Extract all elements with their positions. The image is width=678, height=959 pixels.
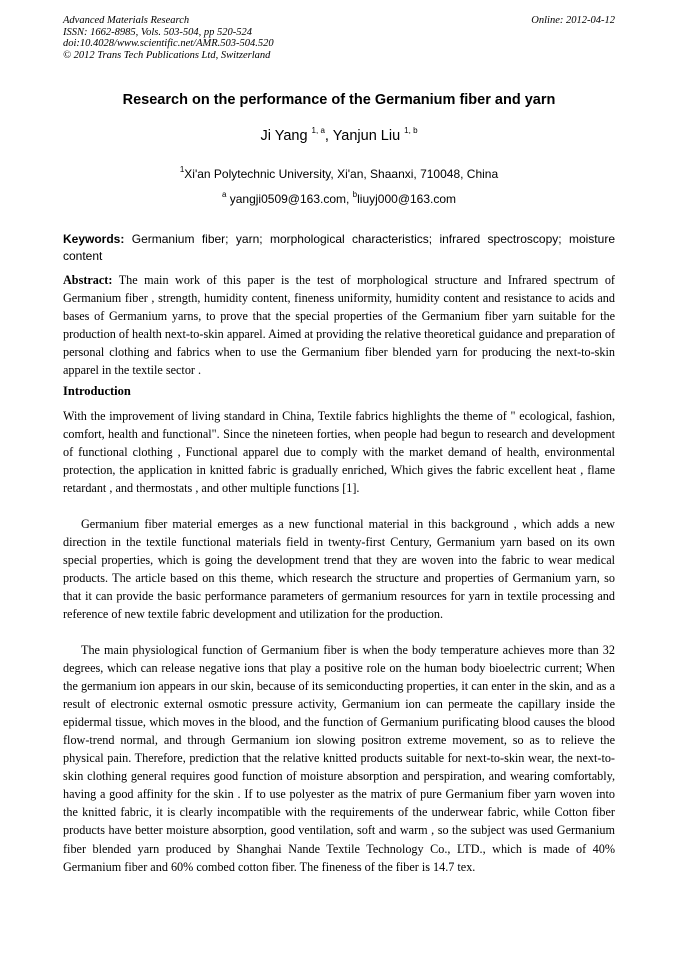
introduction-heading: Introduction bbox=[63, 384, 131, 398]
author-name: Ji Yang bbox=[260, 128, 308, 144]
abstract bbox=[63, 271, 615, 379]
journal-name: Advanced Materials Research bbox=[63, 15, 190, 26]
journal-header bbox=[63, 15, 274, 61]
keywords-text: Germanium fiber; yarn; morphological characteristics; infrared spectroscopy; moisture content bbox=[63, 232, 615, 263]
copyright-line: © 2012 Trans Tech Publications Ltd, Switzerland bbox=[63, 49, 271, 61]
online-date: Online: 2012-04-12 bbox=[531, 15, 615, 26]
keywords bbox=[63, 231, 615, 265]
affiliation bbox=[40, 167, 638, 181]
author-separator: , bbox=[324, 128, 333, 144]
intro-paragraph: The main physiological function of Germanium fiber is when the body temperature achieves more than 32 degrees, which can release negative ions that play a positive role on the human body bioelectric current; When the germanium ion appears in our skin, because of its semiconducting properties, it can enter in the skin, and as a result of electronic external osmotic pressure activity, Germanium ion can permeate the capillary inside the epidermal tissue, which moves in the blood, and the function of Germanium purificating blood causes the blood flow-trend normal, and through Germanium ion slowing positron extreme movement, so as to relieve the physical pain. Therefore, prediction that the relative knitted products suitable for next-to-skin wear, the next-to-skin clothing general requires good function of moisture absorption and perspiration, and wearing comfortably, having a good affinity for the skin . If to use polyester as the matrix of pure Germanium fiber yarn woven into the knitted fabric, it is clearly incompatible with the requirements of the underwear fabric, while Cotton fiber products have better moisture absorption, good ventilation, soft and warm , so the subject was used Germanium fiber blended yarn produced by Shanghai Nande Textile Technology Co., LTD., which is made of 40% Germanium fiber and 60% combed cotton fiber. The fineness of the fiber is 14.7 tex. bbox=[63, 643, 615, 874]
affiliation-text: Xi'an Polytechnic University, Xi'an, Shaanxi, 710048, China bbox=[184, 167, 499, 181]
email-address: yangji0509@163.com, bbox=[226, 192, 353, 206]
email-line bbox=[40, 192, 638, 206]
author-name: Yanjun Liu bbox=[332, 128, 401, 144]
email-superscript: a bbox=[221, 190, 227, 199]
intro-paragraph: With the improvement of living standard in China, Textile fabrics highlights the theme of " ecological, fashion, comfort, health and functional". Since the nineteen forties, when people had begun to research and development of functional clothing , Functional apparel due to comply with the market demand of health, environmental protection, the application in knitted fabric is gradually enriched, Which gives the fabric excellent heat , flame retardant , and thermostats , and other multiple functions [1]. bbox=[63, 409, 615, 496]
abstract-label: Abstract: bbox=[63, 273, 113, 287]
issn-line: ISSN: 1662-8985, Vols. 503-504, pp 520-524 bbox=[63, 26, 252, 38]
affiliation-superscript: 1 bbox=[179, 165, 185, 174]
author-superscript: 1, a bbox=[311, 126, 325, 135]
abstract-text: The main work of this paper is the test of morphological structure and Infrared spectrum of Germanium fiber , strength, humidity content, fineness uniformity, humidity content and resistance to acids and bases of Germanium yarns, to prove that the special properties of the Germanium fiber yarn suitable for the production of health next-to-skin apparel. Aimed at providing the relative theoretical guidance and preparation of personal clothing and fabrics when to use the Germanium fiber blended yarn for producing the next-to-skin apparel in the textile sector . bbox=[63, 273, 615, 378]
email-superscript: b bbox=[352, 190, 358, 199]
author-superscript: 1, b bbox=[404, 126, 418, 135]
email-address: liuyj000@163.com bbox=[357, 192, 457, 206]
intro-paragraph: Germanium fiber material emerges as a new functional material in this background , which adds a new direction in the textile functional materials field in twenty-first Century, Germanium yarn based on its own special properties, which is going the development trend that they are woven into the fabric to wear medical products. The article based on this theme, which research the structure and properties of Germanium yarn, so that it can provide the basic performance parameters of germanium resources for yarn in textile processing and reference of new textile fabric development and utilization for the production. bbox=[63, 517, 615, 622]
keywords-label: Keywords: bbox=[63, 232, 125, 246]
paper-title: Research on the performance of the Germanium fiber and yarn bbox=[122, 92, 556, 108]
doi-line: doi:10.4028/www.scientific.net/AMR.503-504.520 bbox=[63, 38, 274, 49]
author-line bbox=[40, 128, 638, 144]
